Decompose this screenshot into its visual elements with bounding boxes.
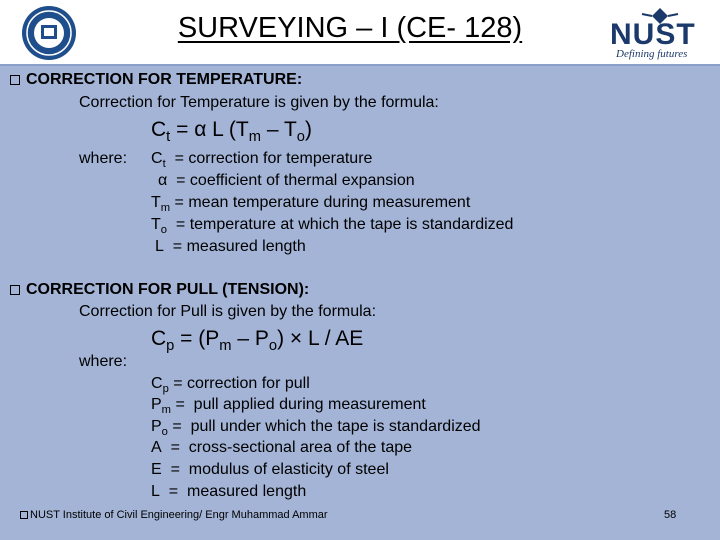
- formula-subscript: t: [166, 129, 171, 146]
- checkbox-bullet-icon: [10, 75, 20, 85]
- nust-logo-wordmark: NUST: [610, 18, 696, 51]
- formula-subscript: o: [268, 338, 278, 355]
- definition-text: = modulus of elasticity of steel: [161, 461, 389, 478]
- temperature-intro: Correction for Temperature is given by the formula:: [79, 94, 439, 111]
- heading-text: CORRECTION FOR TEMPERATURE:: [26, 71, 303, 88]
- definition-subscript: t: [162, 157, 166, 170]
- definition-subscript: p: [162, 382, 169, 395]
- section-heading-temperature: [10, 71, 302, 89]
- definition-text: = measured length: [159, 483, 307, 500]
- header-divider: [0, 64, 720, 66]
- formula-part: ): [304, 118, 312, 141]
- formula-symbol: C: [151, 327, 167, 350]
- definition-item: [151, 396, 426, 416]
- definition-text: = pull under which the tape is standardized: [167, 418, 481, 435]
- definition-symbol: A: [151, 439, 162, 456]
- formula-part: – T: [260, 118, 297, 141]
- definition-text: = cross-sectional area of the tape: [161, 439, 413, 456]
- formula-part: = α L (T: [170, 118, 249, 141]
- heading-text: CORRECTION FOR PULL (TENSION):: [26, 281, 310, 298]
- checkbox-bullet-icon: [10, 285, 20, 295]
- definition-text: = mean temperature during measurement: [170, 194, 471, 211]
- definition-symbol: T: [151, 216, 161, 233]
- formula-subscript: p: [166, 338, 175, 355]
- formula-subscript: o: [296, 129, 305, 146]
- definition-item: [151, 461, 389, 481]
- definition-text: = pull applied during measurement: [171, 396, 426, 413]
- footer-text: NUST Institute of Civil Engineering/ Engr Muhammad Ammar: [30, 509, 328, 521]
- definition-symbol: L: [151, 483, 160, 500]
- definition-text: = coefficient of thermal expansion: [167, 172, 415, 189]
- section-heading-pull: [10, 281, 309, 299]
- slide-footer: [20, 509, 328, 521]
- formula-part: = (P: [174, 327, 220, 350]
- definition-item: [155, 238, 306, 258]
- definition-symbol: C: [151, 150, 163, 167]
- formula-symbol: C: [151, 118, 167, 141]
- definition-subscript: o: [161, 425, 168, 438]
- definition-item: [151, 375, 310, 395]
- university-seal-logo: [8, 4, 90, 62]
- definition-item: [151, 439, 412, 459]
- definition-symbol: P: [151, 396, 162, 413]
- temperature-formula: [151, 118, 312, 145]
- formula-part: – P: [231, 327, 269, 350]
- definition-item: [158, 172, 415, 192]
- definition-item: [151, 150, 372, 170]
- slide-title: SURVEYING – I (CE- 128): [177, 12, 523, 44]
- definition-symbol: α: [158, 172, 168, 189]
- temperature-where-label: where:: [79, 150, 128, 167]
- definition-subscript: m: [160, 201, 171, 214]
- formula-subscript: m: [219, 338, 232, 355]
- nust-logo-tagline: Defining futures: [616, 48, 688, 60]
- definition-text: = correction for pull: [168, 375, 310, 392]
- formula-part: ) × L / AE: [277, 327, 364, 350]
- definition-item: [151, 216, 513, 236]
- definition-text: = temperature at which the tape is standardized: [167, 216, 514, 233]
- definition-item: [151, 483, 306, 503]
- checkbox-bullet-icon: [20, 511, 28, 519]
- definition-symbol: E: [151, 461, 162, 478]
- pull-where-label: where:: [79, 353, 128, 370]
- formula-subscript: m: [248, 129, 261, 146]
- definition-subscript: m: [161, 403, 171, 416]
- pull-formula: [151, 327, 363, 354]
- definition-symbol: T: [151, 194, 161, 211]
- definition-subscript: o: [160, 223, 168, 236]
- page-number: 58: [664, 509, 677, 521]
- pull-intro: Correction for Pull is given by the formula:: [79, 303, 377, 320]
- definition-symbol: P: [151, 418, 162, 435]
- definition-text: = correction for temperature: [165, 150, 373, 167]
- definition-item: [151, 418, 481, 438]
- definition-symbol: C: [151, 375, 163, 392]
- definition-symbol: L: [155, 238, 164, 255]
- definition-text: = measured length: [163, 238, 306, 255]
- definition-item: [151, 194, 470, 214]
